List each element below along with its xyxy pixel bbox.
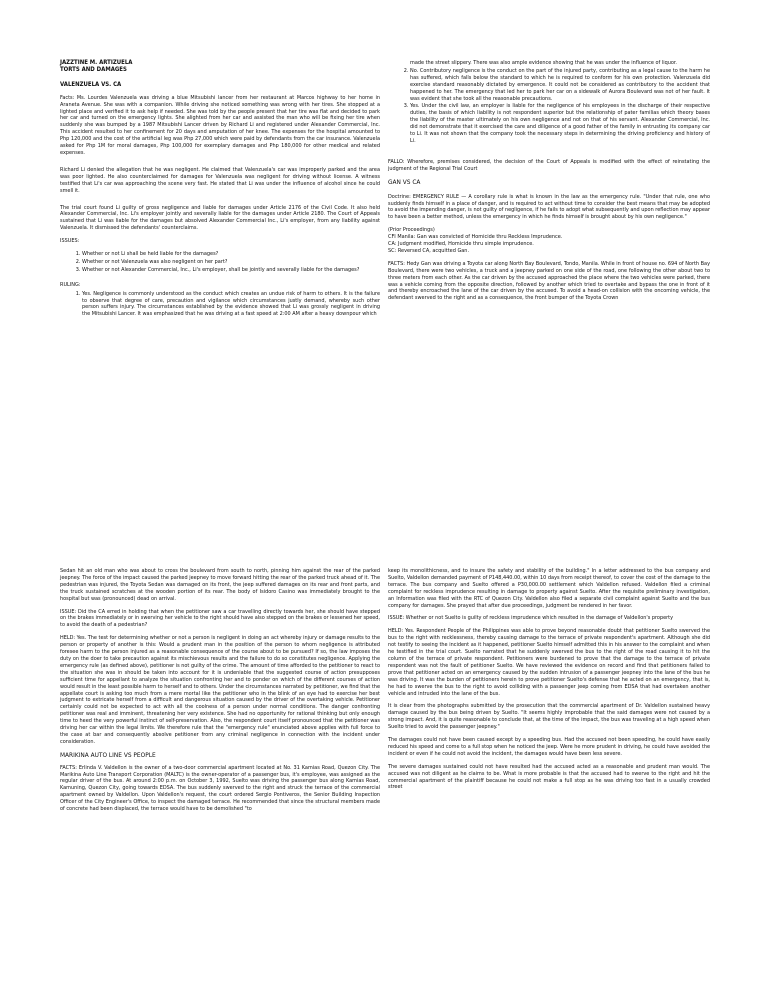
ruling-list <box>60 291 380 319</box>
page1-right-column <box>388 60 710 308</box>
fallo-paragraph: FALLO: Wherefore, premises considered, the decision of the Court of Appeals is modified with the effect of reinstating the judgment of the Regional Trial Court <box>388 158 710 172</box>
ruling-item: 2. No. Contributory negligence is the conduct on the part of the injured party, contributing as a legal cause to the harm he has suffered, which falls below the standard to which he is required to conform for his own protection. Valenzuela did exercise standard reasonably dictated by emergence. It could not be considered as contributory to the accident that happened to her. The emergency that led her to park her car on a sidewalk of Aurora Boulevard was not of her fault. It was evident that she took all the reasonable precautions. <box>410 68 710 103</box>
page2-right-column <box>388 568 710 797</box>
ruling-item: 3. Yes. Under the civil law, an employer is liable for the negligence of his employees in the discharge of their respective duties, the basis of which liability is not respondent superior but the relationship of pater familias which theory bases the liability of the master ultimately on his own negligence and not on that of his servant. Alexander Commercial, Inc. did not demonstrate that it exercised the care and diligence of a good father of the family in entrusting its company car to Li. It was not shown that the company took the necessary steps in determining the driving proficiency and history of Li. <box>410 103 710 144</box>
ruling-list-continued <box>388 68 710 145</box>
photographs-paragraph: It is clear from the photographs submitted by the prosecution that the commercial apartment of Dr. Valdellon sustained heavy damage caused by the bus being driven by Suelto. "It seems highly improbable that the said damages were not caused by a strong impact. And, it is quite reasonable to conclude that, at the time of the impact, the bus was traveling at a high speed when Suelto tried to avoid the passenger jeepney." <box>388 703 710 731</box>
prior-line: (Prior Proceedings) <box>388 227 435 234</box>
page2-left-column <box>60 568 380 819</box>
trial-court-paragraph: The trial court found Li guilty of gross negligence and liable for damages under Article 2176 of the Civil Code. It also held Alexander Commercial, Inc. Li's employer jointly and severally liable for the damages under Article 2180. The Court of Appeals sustained that Li was liable for the damages but absolved Alexander Commercial Inc., Li's employer, from any liability against Valenzuela. It dismissed the defendants' counterclaims. <box>60 204 380 232</box>
prior-line: CA: Judgment modified, Homicide thru simple imprudence. <box>388 241 534 248</box>
ruling-1-continuation: made the street slippery. There was also ample evidence showing that he was under the influence of liquor. <box>410 60 677 66</box>
marikina-facts-paragraph: FACTS: Erlinda V. Valdellon is the owner of a two-door commercial apartment located at No. 31 Kamias Road, Quezon City. The Marikina Auto Line Transport Corporation (MALTC) is the owner-operator of a passenger bus, it's employee, was assigned as the regular driver of the bus. At around 2:00 p.m. on October 3, 1992, Suelto was driving the passenger bus along Kamias Road, Kamuning, Quezon City, going towards EDSA. The bus suddenly swerved to the right and struck the terrace of the commercial apartment owned by Valdellon. Upon Valdellon's request, the court ordered Sergio Pontiveros, the Senior Building Inspection Officer of the City Engineer's Office, to inspect the damaged terrace. He recommended that since the structural members made of concrete had been displaced, the terrace would have to be demolished "to <box>60 764 380 813</box>
author-name: JAZZTINE M. ARTIZUELA <box>60 59 133 66</box>
gan-issue-paragraph: ISSUE: Did the CA erred in holding that when the petitioner saw a car travelling directly towards her, she should have stepped on the brakes immediately or in swerving her vehicle to the right should have also stepped on the brakes or lessened her speed, to avoid the death of a pedestrian? <box>60 608 380 629</box>
facts-gan-paragraph: FACTS: Hedy Gan was driving a Toyota car along North Bay Boulevard, Tondo, Manila. While in front of house no. 694 of North Bay Boulevard, there were two vehicles, a truck and a jeepney parked on one side of the road, one following the other about two to three meters from each other. As the car driven by the accused approached the place where the two vehicles were parked, there was a vehicle coming from the opposite direction, followed by another which tried to overtake and bypass the one in front of it and thereby encroached the lane of the car driven by the accused. To avoid a head-on collision with the oncoming vehicle, the defendant swerved to the right and as a consequence, the front bumper of the Toyota Crown <box>388 260 710 302</box>
severe-damage-paragraph: The severe damages sustained could not have resulted had the accused acted as a reasonable and prudent man would. The accused was not diligent as he claims to be. What is more probable is that the accused had to swerve to the right and hit the commercial apartment of the plaintiff because he could not make a full stop as he was driving too fast in a usually crowded street <box>388 763 710 791</box>
li-defense-paragraph: Richard Li denied the allegation that he was negligent. He claimed that Valenzuela's car was improperly parked and the area was poor lighted. He also counterclaimed for damages for Valenzuela was negligent for driving without license. A witness testified that Li's car was approaching the scene very fast. He stated that Li was under the influence of alcohol since he could smell it. <box>60 166 380 194</box>
issue-item: 3. Whether or not Alexander Commercial, Inc., Li's employer, shall be jointly and severally liable for the damages? <box>82 267 380 274</box>
prior-line: SC: Reversed CA, acquitted Gan. <box>388 247 470 254</box>
page1-left-column <box>60 60 380 324</box>
gan-held-paragraph: HELD: Yes. The test for determining whether or not a person is negligent in doing an act whereby injury or damage results to the person or property of another is this: Would a prudent man in the position of the person to whom negligence is attributed foresee harm to the person injured as a reasonable consequence of the course about to be pursued? If so, the law imposes the duty on the doer to take precaution against its mischievous results and the failure to do so constitutes negligence. Applying the emergency rule (as defined above), petitioner is not guilty of the crime. The amount of time afforded to the petitioner to react to the situation she was in should be taken into account for it is undeniable that the suggested course of action presupposes sufficient time for appellant to analyze the situation confronting her and to ponder on which of the different courses of action would result in the least possible harm to herself and to others. Under the circumstances narrated by petitioner, we find that the appellate court is asking too much from a mere mortal like the petitioner who in the blink of an eye had to exercise her best judgment to extricate herself from a difficult and dangerous situation caused by the driver of the overtaking vehicle. Petitioner certainly could not be expected to act with all the coolness of a person under normal conditions. The danger confronting petitioner was real and imminent, threatening her very existence. She had no opportunity for rational thinking but only enough time to heed the very powerful instinct of self-preservation. Also, the respondent court itself pronounced that the petitioner was driving her car within the legal limits. We therefore rule that the "emergency rule" enunciated above applies with full force to the case at bar and consequently absolve petitioner from any criminal negligence in connection with the incident under consideration. <box>60 635 380 745</box>
case-title-gan: GAN VS CA <box>388 177 421 186</box>
speeding-paragraph: The damages could not have been caused except by a speeding bus. Had the accused not been speeding, he could have easily reduced his speed and come to a full stop when he noticed the jeep. Were he more prudent in driving, he could have avoided the incident or even if he could not avoid the incident, the damages would have been less severe. <box>388 737 710 757</box>
case-title-valenzuela: VALENZUELA VS. CA <box>60 80 122 88</box>
doctrine-paragraph: Doctrine: EMERGENCY RULE — A corollary rule is what is known in the law as the emergency rule. "Under that rule, one who suddenly finds himself in a place of danger, and is required to act without time to consider the best means that may be adopted to avoid the impending danger, is not guilty of negligence, if he fails to adopt what subsequently and upon reflection may appear to have been a better method, unless the emergency in which he finds himself is brought about by his own negligence." <box>388 193 710 221</box>
prior-line: CFI Manila: Gan was convicted of Homicide thru Reckless Imprudence. <box>388 234 563 241</box>
gan-facts-continuation: Sedan hit an old man who was about to cross the boulevard from south to north, pinning him against the rear of the parked jeepney. The force of the impact caused the parked jeepney to move forward hitting the rear of the parked truck ahead of it. The pedestrian was injured, the Toyota Sedan was damaged on its front, the jeep suffered damages on its rear and front parts, and the truck sustained scratches at the wooden portion of its rear. The body of Isidoro Casino was immediately brought to the hospital but was (pronounced) dead on arrival. <box>60 568 380 602</box>
facts-paragraph: Facts: Ms. Lourdes Valenzuela was driving a blue Mitsubishi lancer from her restaurant at Marcos highway to her home in Araneta Avenue. She was with a companion. While driving she noticed something was wrong with her tires. She stopped at a lighted place and verified it to ask help if needed. She was told by the people present that her tire was flat and decided to park her car and turned on the emergency lights. She alighted from her car and assisted the man who will be fixing her tire when suddenly she was bumped by a 1987 Mitsubishi Lancer driven by Richard Li and registered under Alexander Commercial, Inc. This accident resulted to her confinement for 20 days and amputation of her knee. The expenses for the hospital amounted to Php 120,000 and the cost of the artificial leg was Php 27,000 which were paid by defendants from the car insurance. Valenzuela asked for Php 1M for moral damages, Php 100,000 for exemplary damages and Php 180,000 for other medical and related expenses. <box>60 94 380 156</box>
prior-proceedings <box>388 227 710 255</box>
marikina-issue-paragraph: ISSUE: Whether or not Suelto is guilty of reckless imprudence which resulted in the damage of Valdellon's property <box>388 615 674 622</box>
issue-item: 1. Whether or not Li shall be held liable for the damages? <box>82 251 380 258</box>
ruling-item: 1. Yes. Negligence is commonly understood as the conduct which creates an undue risk of harm to others. It is the failure to observe that degree of care, precaution and vigilance which circumstances justly demand, whereby such other person suffers injury. The circumstances established by the evidence showed that Li was grossly negligent in driving the Mitsubishi Lancer. It was emphasized that he was driving at a fast speed at 2:00 AM after a heavy downpour which <box>82 291 380 319</box>
marikina-held-paragraph: HELD: Yes. Respondent People of the Philippines was able to prove beyond reasonable doubt that petitioner Suelto swerved the bus to the right with recklessness, thereby causing damage to the terrace of private respondent's apartment. Although she did not testify to seeing the incident as it happened, petitioner Suelto himself admitted this in his answer to the complaint and when he testified in the trial court. Suelto narrated that he suddenly swerved the bus to the right of the road causing it to hit the column of the terrace of private respondent. Petitioners were burdened to prove that the damage to the terrace of private respondent was not the fault of petitioner Suelto. We have reviewed the evidence on record and find that petitioners failed to prove that petitioner acted on an emergency caused by the sudden intrusion of a passenger jeepney into the lane of the bus he was driving. It was the burden of petitioners herein to prove petitioner Suelto's defense that he acted on an emergency, that is, he had to swerve the bus to the right to avoid colliding with a passenger jeep coming from EDSA that had overtaken another vehicle and intruded into the lane of the bus. <box>388 628 710 697</box>
issues-label: ISSUES: <box>60 238 80 245</box>
subject-title: TORTS AND DAMAGES <box>60 65 127 73</box>
case-title-marikina: MARIKINA AUTO LINE VS PEOPLE <box>60 750 156 759</box>
ruling-label: RULING: <box>60 281 81 288</box>
marikina-facts-continuation: keep its monolithicness, and to insure the safety and stability of the building." In a letter addressed to the bus company and Suelto, Valdellon demanded payment of P148,440.00, within 10 days from receipt thereof, to cover the cost of the damage to the terrace. The bus company and Suelto offered a P30,000.00 settlement which Valdellon refused. Valdellon filed a criminal complaint for reckless imprudence resulting in damage to property against Suelto. After the requisite preliminary investigation, an Information was filed with the RTC of Quezon City. Valdellon also filed a separate civil complaint against Suelto and the bus company for damages. She prayed that after due proceedings, judgment be rendered in her favor. <box>388 568 710 609</box>
issue-item: 2. Whether or not Valenzuela was also negligent on her part? <box>82 259 380 266</box>
issues-list <box>60 251 380 274</box>
